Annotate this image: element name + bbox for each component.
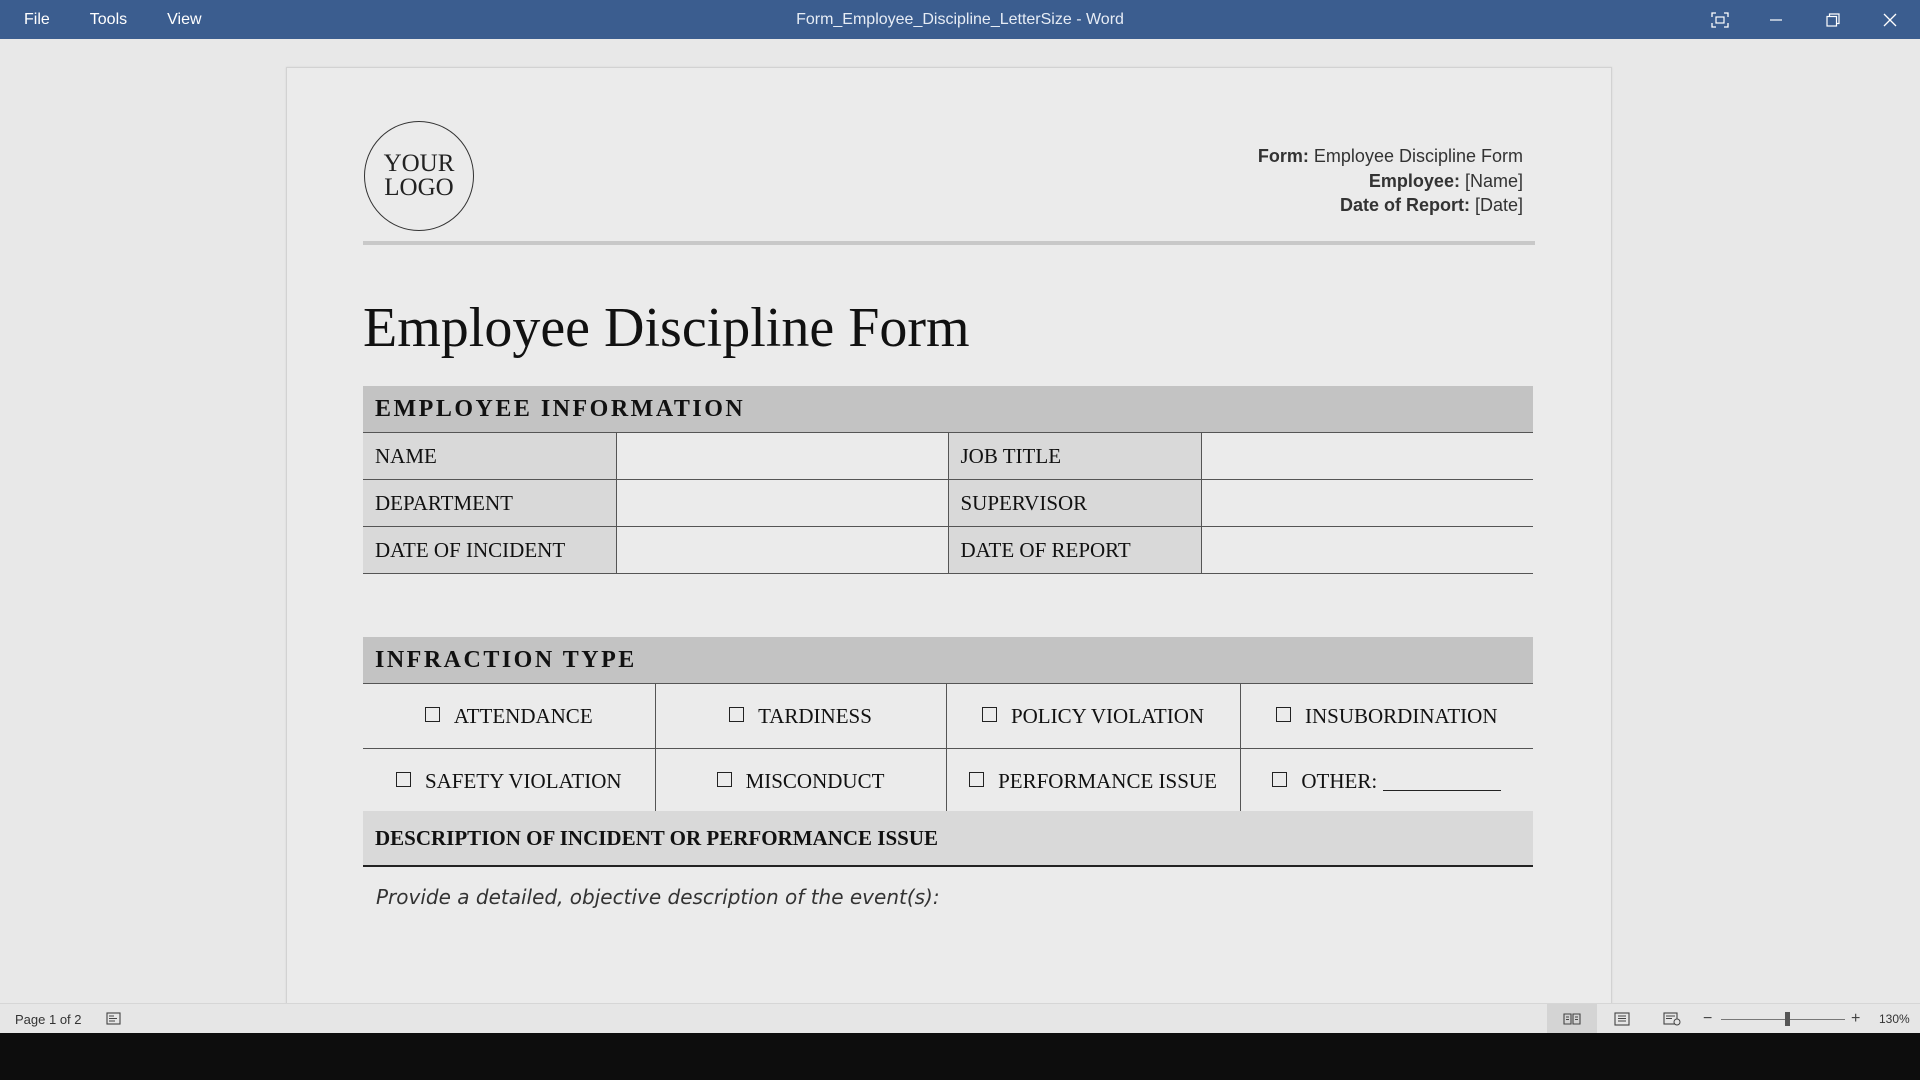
logo-placeholder: YOUR LOGO [364,121,474,231]
infraction-label-policy-violation: POLICY VIOLATION [1010,703,1205,728]
meta-form-label: Form: [1257,146,1309,166]
checkbox[interactable] [969,772,984,787]
taskbar-area [0,1033,1920,1080]
menu-file[interactable]: File [24,10,50,28]
table-row [363,684,1533,749]
checkbox[interactable] [425,707,440,722]
field-label-department: DEPARTMENT [363,480,616,527]
field-label-date-of-report: DATE OF REPORT [948,527,1201,574]
field-value-date-of-report[interactable] [1201,527,1533,574]
infraction-label-other: OTHER: [1301,768,1378,793]
infraction-option[interactable] [946,749,1240,814]
infraction-option[interactable] [946,684,1240,749]
infraction-type-table [363,684,1533,814]
header-divider [363,241,1535,245]
meta-employee-value: [Name] [1464,170,1523,191]
meta-form-value: Employee Discipline Form [1313,146,1523,166]
infraction-option[interactable] [1240,684,1533,749]
checkbox[interactable] [729,707,744,722]
field-value-name[interactable] [616,433,948,480]
title-bar [0,0,1920,39]
page-title: Employee Discipline Form [363,297,970,359]
zoom-level[interactable]: 130% [1879,1012,1910,1026]
meta-date-line [1258,193,1523,218]
infraction-option[interactable] [363,749,655,814]
infraction-option[interactable] [1240,749,1533,814]
description-header: DESCRIPTION OF INCIDENT OR PERFORMANCE ISSUE [363,811,1533,867]
description-prompt[interactable]: Provide a detailed, objective description of the event(s): [376,885,940,909]
zoom-out-icon[interactable]: − [1703,1010,1713,1027]
field-label-job-title: JOB TITLE [948,433,1201,480]
meta-date-label: Date of Report: [1339,195,1470,215]
focus-mode-icon[interactable] [1692,0,1748,39]
infraction-option[interactable] [363,684,655,749]
field-label-date-of-incident: DATE OF INCIDENT [363,527,616,574]
minimize-icon[interactable] [1748,0,1804,39]
field-value-date-of-incident[interactable] [616,527,948,574]
window-title [0,0,1920,39]
menu-bar [24,0,202,39]
employee-info-table [363,433,1533,574]
zoom-slider[interactable] [1721,1004,1845,1034]
table-row [363,433,1533,480]
menu-view[interactable]: View [167,10,202,28]
meta-employee-line [1258,169,1523,194]
app-name: Word [1085,11,1124,28]
infraction-option[interactable] [655,684,946,749]
infraction-label-tardiness: TARDINESS [758,703,872,728]
table-row [363,527,1533,574]
field-value-job-title[interactable] [1201,433,1533,480]
checkbox[interactable] [982,707,997,722]
infraction-label-performance-issue: PERFORMANCE ISSUE [998,768,1217,793]
infraction-label-safety-violation: SAFETY VIOLATION [424,768,622,793]
field-value-supervisor[interactable] [1201,480,1533,527]
checkbox[interactable] [396,772,411,787]
title-separator: - [1071,11,1086,28]
zoom-in-icon[interactable]: + [1851,1010,1861,1027]
restore-icon[interactable] [1805,0,1861,39]
employee-info-header: EMPLOYEE INFORMATION [363,386,1533,433]
table-row [363,749,1533,814]
page-indicator[interactable]: Page 1 of 2 [15,1011,82,1027]
document-page[interactable] [286,67,1612,1003]
read-mode-icon[interactable] [1547,1004,1597,1034]
print-layout-icon[interactable] [1597,1004,1647,1034]
document-workspace[interactable] [0,39,1920,1003]
infraction-type-header: INFRACTION TYPE [363,637,1533,684]
field-label-supervisor: SUPERVISOR [948,480,1201,527]
meta-employee-label: Employee: [1368,170,1460,191]
close-icon[interactable] [1862,0,1918,39]
infraction-label-insubordination: INSUBORDINATION [1305,703,1498,728]
field-value-department[interactable] [616,480,948,527]
zoom-slider-track [1721,1019,1845,1020]
meta-date-value: [Date] [1474,195,1523,215]
checkbox[interactable] [1272,772,1287,787]
document-meta [1258,144,1523,218]
meta-form-line [1258,144,1523,169]
document-name: Form_Employee_Discipline_LetterSize [796,11,1072,28]
table-row [363,480,1533,527]
checkbox[interactable] [717,772,732,787]
menu-tools[interactable]: Tools [89,10,128,28]
web-layout-icon[interactable] [1647,1004,1697,1034]
proofing-icon[interactable] [106,1004,122,1034]
status-bar [0,1003,1920,1034]
infraction-label-attendance: ATTENDANCE [453,703,593,728]
infraction-label-misconduct: MISCONDUCT [745,768,885,793]
checkbox[interactable] [1276,707,1291,722]
other-blank-line[interactable] [1383,772,1501,791]
infraction-option[interactable] [655,749,946,814]
field-label-name: NAME [363,433,616,480]
zoom-slider-thumb[interactable] [1785,1012,1790,1026]
